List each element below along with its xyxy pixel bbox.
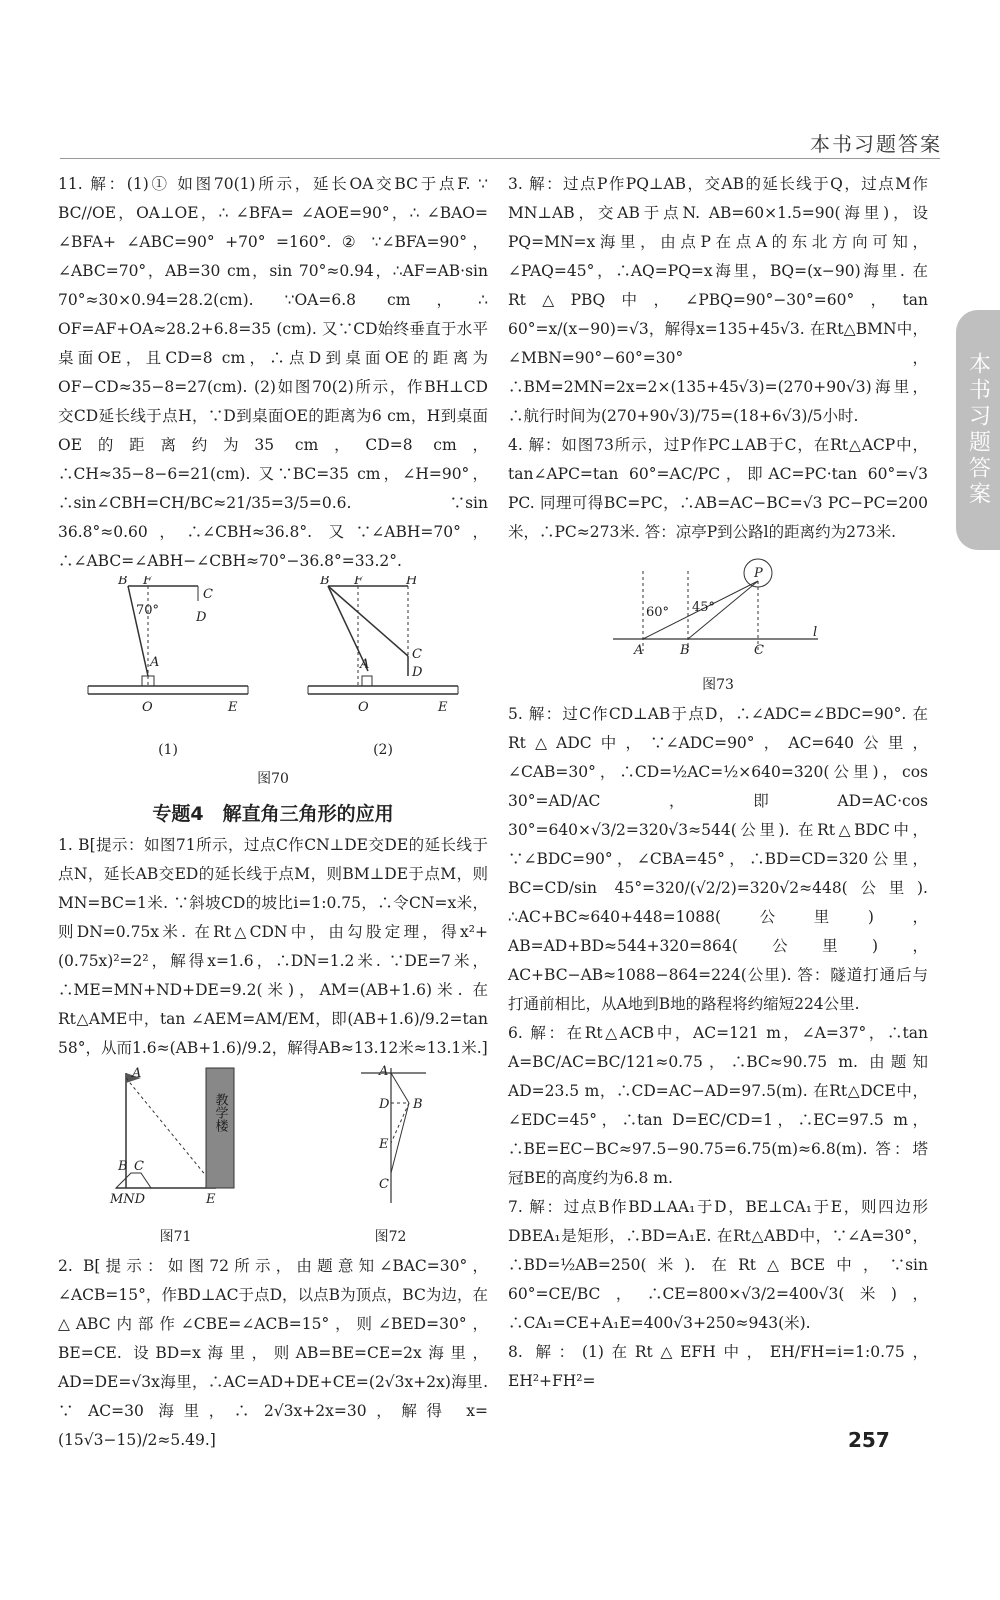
svg-text:O: O <box>358 700 369 715</box>
answer-7: 7. 解：过点B作BD⊥AA₁于D，BE⊥CA₁于E，则四边形DBEA₁是矩形，∴BD=A₁E. 在Rt△ABD中，∵∠A=30°，∴BD=½AB=250(米). 在Rt△BCE中，∵sin 60°=CE/BC，∴CE=800×√3/2=400√3(米)，∴CA₁=CE+A₁E=400√3+250≈943(米). <box>508 1198 928 1332</box>
svg-text:C: C <box>378 1177 389 1192</box>
answer-4: 4. 解：如图73所示，过P作PC⊥AB于C，在Rt△ACP中，tan∠APC=tan 60°=AC/PC，即AC=PC·tan 60°=√3 PC. 同理可得BC=PC，∴AB=AC−BC=√3 PC−PC=200米，∴PC≈273米. 答：凉亭P到公路l的距离约为273米. <box>508 436 928 541</box>
svg-text:D: D <box>378 1097 389 1112</box>
side-tab <box>956 310 1000 550</box>
answer-5: 5. 解：过C作CD⊥AB于点D，∴∠ADC=∠BDC=90°. 在Rt△ADC中，∵∠ADC=90°，AC=640公里，∠CAB=30°，∴CD=½AC=½×640=320(公里)，cos 30°=AD/AC，即AD=AC·cos 30°=640×√3/2=320√3≈544(公里). 在Rt△BDC中，∵∠BDC=90°，∠CBA=45°，∴BD=CD=320公里，BC=CD/sin 45°=320/(√2/2)=320√2≈448(公里). ∴AC+BC≈640+448=1088(公里)，AB=AD+BD≈544+320=864(公里)，AC+BC−AB≈1088−864=224(公里). 答：隧道打通后与打通前相比，从A地到B地的路程将约缩短224公里. <box>508 705 928 1013</box>
side-tab-label: 本书习题答案 <box>965 352 991 508</box>
figure-72-diagram <box>331 1063 451 1213</box>
svg-text:A: A <box>634 643 644 658</box>
svg-text:A: A <box>150 655 160 670</box>
answer-1: 1. B[提示：如图71所示，过点C作CN⊥DE交DE的延长线于点N，延长AB交ED的延长线于点M，则BM⊥DE于点M，则MN=BC=1米. ∵斜坡CD的坡比i=1:0.75，∴令CN=x米，则DN=0.75x米. 在Rt△CDN中，由勾股定理，得x²+(0.75x)²=2²，解得x=1.6，∴DN=1.2米. ∵DE=7米，∴ME=MN+ND+DE=9.2(米)，AM=(AB+1.6)米. 在Rt△AME中，tan ∠AEM=AM/EM，即(AB+1.6)/9.2=tan 58°，从而1.6≈(AB+1.6)/9.2，解得AB≈13.12米≈13.1米.] <box>58 836 488 1057</box>
figure-73-diagram <box>608 551 828 671</box>
answer-11: 11. 解：(1)① 如图70(1)所示，延长OA交BC于点F. ∵ BC//OE，OA⊥OE，∴ ∠BFA= ∠AOE=90°，∴ ∠BAO= ∠BFA+ ∠ABC=90° +70° =160°. ② ∵∠BFA=90°，∠ABC=70°，AB=30 cm，sin 70°≈0.94，∴AF=AB·sin 70°≈30×0.94=28.2(cm). ∵OA=6.8 cm，∴ OF=AF+OA≈28.2+6.8=35 (cm). 又∵CD始终垂直于水平桌面OE，且CD=8 cm，∴点D到桌面OE的距离为OF−CD≈35−8=27(cm). (2)如图70(2)所示，作BH⊥CD交CD延长线于点H，∵D到桌面OE的距离为6 cm，H到桌面OE的距离约为35 cm，CD=8 cm，∴CH≈35−8−6=21(cm). 又∵BC=35 cm，∠H=90°，∴sin∠CBH=CH/BC≈21/35=3/5=0.6. ∵sin 36.8°≈0.60，∴∠CBH≈36.8°. 又∵∠ABH=70°，∴∠ABC=∠ABH−∠CBH≈70°−36.8°=33.2°. <box>58 175 488 570</box>
answer-8: 8. 解：(1)在Rt△EFH中，EH/FH=i=1:0.75，EH²+FH²= <box>508 1343 928 1390</box>
svg-text:O: O <box>142 700 153 715</box>
svg-text:C: C <box>133 1159 144 1174</box>
svg-text:B: B <box>412 1097 423 1112</box>
answer-3: 3. 解：过点P作PQ⊥AB，交AB的延长线于Q，过点M作MN⊥AB，交AB于点N. AB=60×1.5=90(海里)，设PQ=MN=x海里，由点P在点A的东北方向可知，∠PAQ=45°，∴AQ=PQ=x海里，BQ=(x−90)海里. 在Rt△PBQ中，∠PBQ=90°−30°=60°，tan 60°=x/(x−90)=√3，解得x=135+45√3. 在Rt△BMN中，∠MBN=90°−60°=30°，∴BM=2MN=2x=2×(135+45√3)=(270+90√3)海里，∴航行时间为(270+90√3)/75=(18+6√3)/5小时. <box>508 175 928 425</box>
svg-text:C: C <box>412 647 422 662</box>
svg-text:F: F <box>143 576 153 588</box>
svg-text:A: A <box>360 657 370 672</box>
figures-71-72 <box>58 1063 488 1252</box>
figure-70-1-diagram <box>78 576 258 726</box>
figure-71-diagram <box>96 1063 256 1213</box>
figure-70-1-label: (1) <box>158 742 178 758</box>
svg-text:P: P <box>754 566 763 581</box>
svg-text:60°: 60° <box>646 605 670 620</box>
svg-text:H: H <box>406 576 418 588</box>
svg-text:B: B <box>118 576 128 588</box>
svg-text:l: l <box>813 625 818 640</box>
left-column <box>58 170 488 1455</box>
answer-6: 6. 解：在Rt△ACB中，AC=121 m，∠A=37°，∴tan A=BC/AC=BC/121≈0.75，∴BC≈90.75 m. 由题知AD=23.5 m，∴CD=AC−AD=97.5(m). 在Rt△DCE中，∠EDC=45°，∴tan D=EC/CD=1，∴EC=97.5 m，∴BE=EC−BC≈97.5−90.75=6.75(m)≈6.8(m). 答：塔冠BE的高度约为6.8 m. <box>508 1024 928 1187</box>
svg-text:F: F <box>354 576 364 588</box>
figure-70-2-diagram <box>298 576 468 726</box>
right-column <box>508 170 928 1396</box>
svg-text:D: D <box>412 665 423 680</box>
svg-text:C: C <box>203 587 213 602</box>
header-rule <box>60 158 940 159</box>
svg-text:MND: MND <box>109 1192 145 1207</box>
svg-text:E: E <box>205 1192 215 1207</box>
svg-text:E: E <box>378 1137 388 1152</box>
page-number: 257 <box>848 1428 890 1452</box>
svg-text:A: A <box>378 1064 388 1079</box>
answer-2: 2. B[提示：如图72所示，由题意知∠BAC=30°，∠ACB=15°，作BD⊥AC于点D，以点B为顶点，BC为边，在△ABC内部作∠CBE=∠ACB=15°，则∠BED=30°，BE=CE. 设BD=x海里，则AB=BE=CE=2x海里，AD=DE=√3x海里，∴AC=AD+DE+CE=(2√3x+2x)海里. ∵ AC=30 海里，∴ 2√3x+2x=30，解得 x=(15√3−15)/2≈5.49.] <box>58 1257 488 1449</box>
figure-70-2-label: (2) <box>373 742 393 758</box>
svg-text:E: E <box>228 700 238 715</box>
svg-text:B: B <box>680 643 690 658</box>
svg-text:D: D <box>196 610 207 625</box>
svg-text:C: C <box>754 643 764 658</box>
page-title: 本书习题答案 <box>810 132 942 156</box>
section-title: 专题4 解直角三角形的应用 <box>152 803 394 825</box>
svg-text:70°: 70° <box>136 603 160 618</box>
svg-text:B: B <box>320 576 330 588</box>
svg-text:45°: 45° <box>692 600 716 615</box>
figure-71-caption: 图71 <box>159 1229 192 1245</box>
figure-70-caption: 图70 <box>257 771 289 787</box>
figure-73-caption: 图73 <box>702 677 734 693</box>
figure-72-caption: 图72 <box>374 1229 407 1245</box>
svg-text:B: B <box>117 1159 128 1174</box>
figure-70 <box>58 576 488 765</box>
svg-text:E: E <box>438 700 448 715</box>
building-label: 教学楼 <box>212 1093 227 1132</box>
svg-text:A: A <box>131 1066 141 1081</box>
